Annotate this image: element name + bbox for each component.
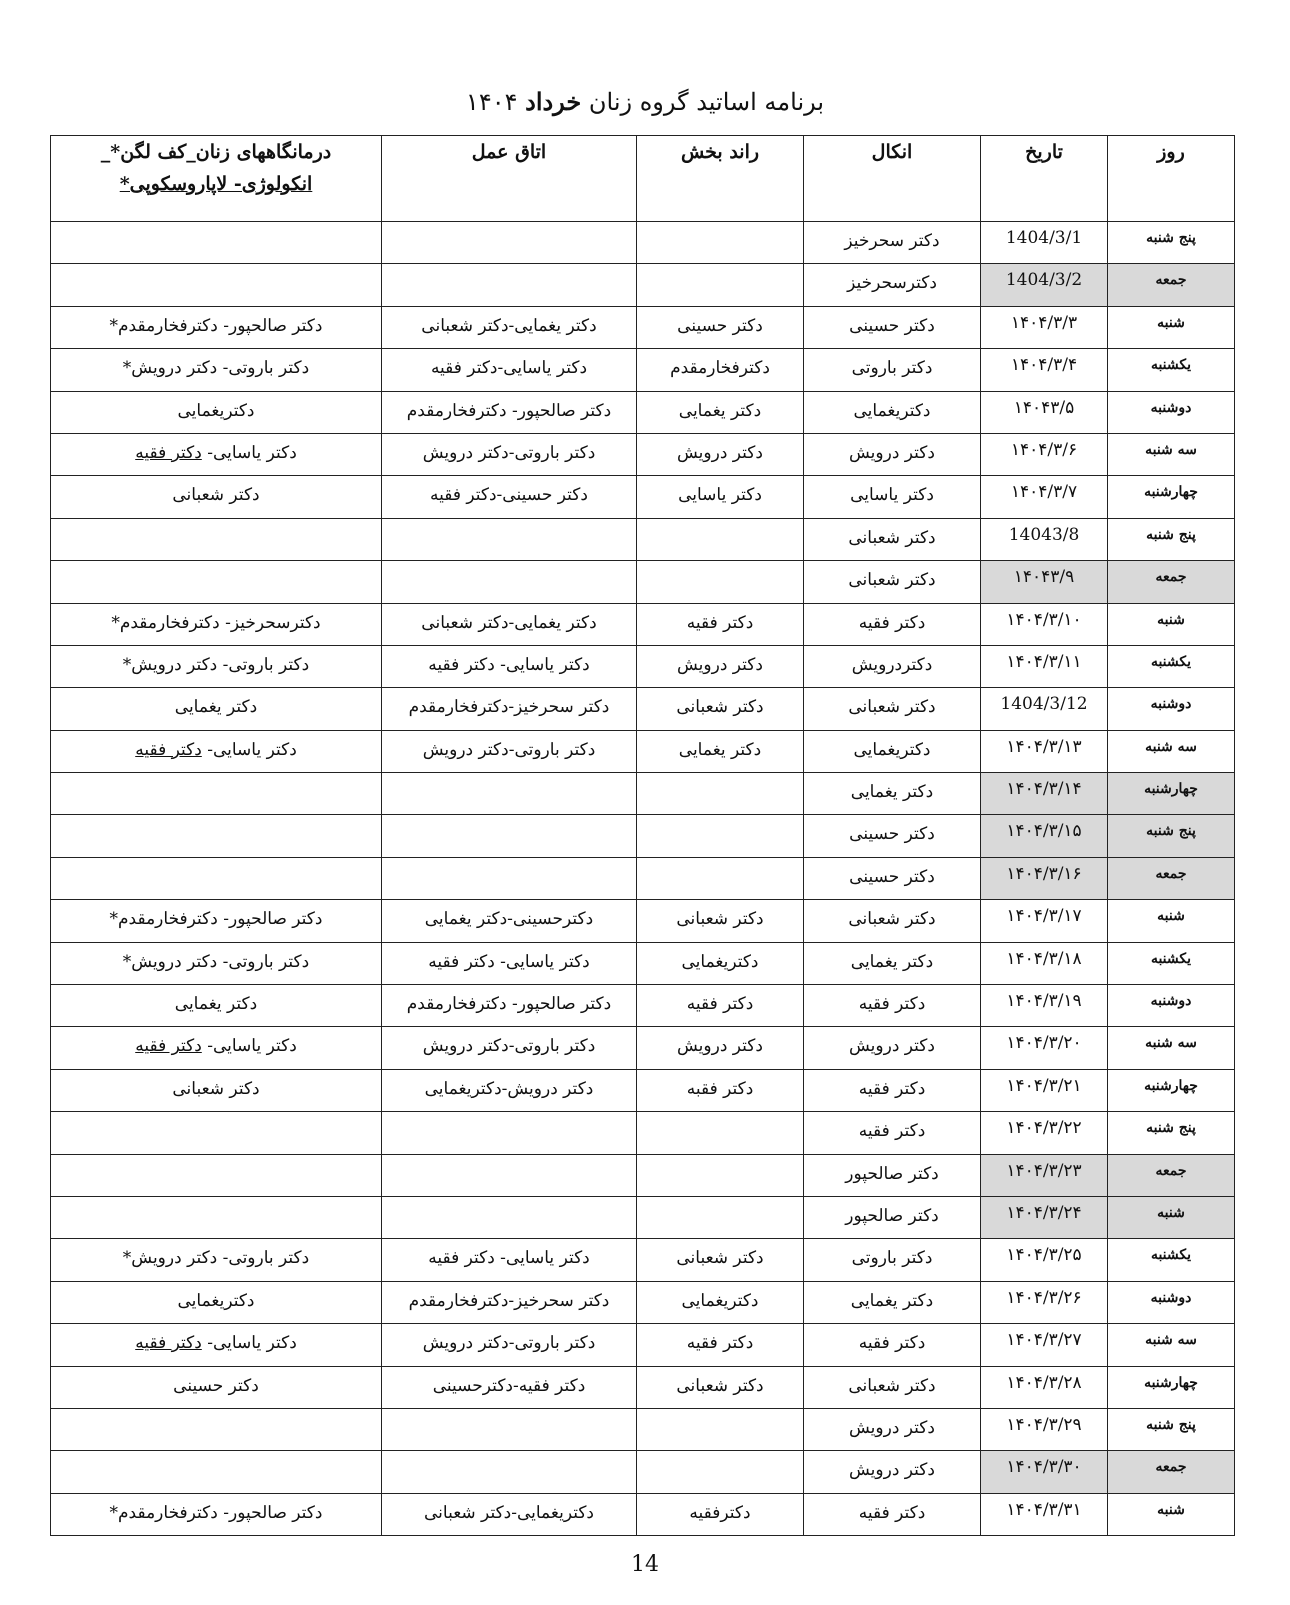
clinic-cell (51, 1027, 382, 1069)
day-cell: دوشنبه (1108, 1281, 1235, 1323)
page-number: 14 (631, 1552, 659, 1577)
date-cell: ۱۴۰۴/۳/۲۶ (981, 1281, 1108, 1323)
table-row (51, 1112, 1235, 1154)
table-row (51, 1069, 1235, 1111)
date-cell: ۱۴۰۴/۳/۲۲ (981, 1112, 1108, 1154)
operating-room-cell: دکتر یغمایی-دکتر شعبانی (382, 306, 637, 348)
ward-round-cell (637, 1154, 804, 1196)
day-cell: چهارشنبه (1108, 1069, 1235, 1111)
day-cell: شنبه (1108, 1493, 1235, 1535)
oncall-cell: دکتر فقیه (804, 1069, 981, 1111)
day-cell: دوشنبه (1108, 985, 1235, 1027)
date-cell: 1404/3/12 (981, 688, 1108, 730)
clinic-underlined-text: دکتر فقیه (135, 442, 202, 463)
ward-round-cell: دکتر یاسایی (637, 476, 804, 518)
oncall-cell: دکتر درویش (804, 1408, 981, 1450)
day-cell: چهارشنبه (1108, 773, 1235, 815)
clinic-cell (51, 518, 382, 560)
clinic-cell (51, 645, 382, 687)
clinic-underlined-text: دکتر فقیه (135, 1333, 202, 1354)
clinic-cell (51, 433, 382, 475)
oncall-cell: دکتر فقیه (804, 1493, 981, 1535)
oncall-cell: دکتردرویش (804, 645, 981, 687)
date-cell: ۱۴۰۴/۳/۱۶ (981, 857, 1108, 899)
day-cell: دوشنبه (1108, 688, 1235, 730)
clinic-cell (51, 1154, 382, 1196)
oncall-cell: دکتر شعبانی (804, 1366, 981, 1408)
date-cell: ۱۴۰۴/۳/۳۰ (981, 1451, 1108, 1493)
date-cell: ۱۴۰۴/۳/۱۰ (981, 603, 1108, 645)
clinic-cell (51, 1324, 382, 1366)
ward-round-cell: دکتر فقیه (637, 1324, 804, 1366)
operating-room-cell: دکتر باروتی-دکتر درویش (382, 433, 637, 475)
ward-round-cell (637, 1112, 804, 1154)
operating-room-cell (382, 1112, 637, 1154)
day-cell: یکشنبه (1108, 942, 1235, 984)
date-cell: ۱۴۰۴/۳/۱۹ (981, 985, 1108, 1027)
table-header-row (51, 136, 1235, 222)
ward-round-cell (637, 1451, 804, 1493)
day-cell: یکشنبه (1108, 349, 1235, 391)
date-cell: ۱۴۰۴/۳/۶ (981, 433, 1108, 475)
clinic-text: دکتر باروتی- دکتر درویش* (122, 951, 310, 972)
oncall-cell: دکتر یغمایی (804, 773, 981, 815)
operating-room-cell: دکتر فقیه-دکترحسینی (382, 1366, 637, 1408)
clinic-cell (51, 264, 382, 306)
table-row (51, 645, 1235, 687)
clinic-text: دکتر یاسایی- (201, 442, 297, 463)
day-cell: پنج شنبه (1108, 1112, 1235, 1154)
clinic-cell (51, 391, 382, 433)
oncall-cell: دکتر فقیه (804, 1324, 981, 1366)
operating-room-cell: دکتر یاسایی- دکتر فقیه (382, 1239, 637, 1281)
clinic-cell (51, 349, 382, 391)
date-cell: ۱۴۰۴/۳/۴ (981, 349, 1108, 391)
clinic-text: دکتریغمایی (177, 1290, 255, 1311)
operating-room-cell (382, 1451, 637, 1493)
clinic-underlined-text: دکتر فقیه (135, 1036, 202, 1057)
operating-room-cell: دکتر حسینی-دکتر فقیه (382, 476, 637, 518)
day-cell: چهارشنبه (1108, 1366, 1235, 1408)
date-cell: ۱۴۰۴/۳/۲۱ (981, 1069, 1108, 1111)
day-cell: پنج شنبه (1108, 518, 1235, 560)
title-prefix: برنامه اساتید گروه زنان (588, 88, 825, 116)
clinic-text: دکتر صالحپور- دکترفخارمقدم* (109, 1502, 323, 1523)
operating-room-cell (382, 222, 637, 264)
table-row (51, 476, 1235, 518)
oncall-cell: دکتر شعبانی (804, 688, 981, 730)
ward-round-cell (637, 518, 804, 560)
clinic-cell (51, 603, 382, 645)
table-row (51, 688, 1235, 730)
date-cell: ۱۴۰۴۳/۵ (981, 391, 1108, 433)
day-cell: پنج شنبه (1108, 815, 1235, 857)
table-row (51, 942, 1235, 984)
table-row (51, 222, 1235, 264)
ward-round-cell (637, 264, 804, 306)
ward-round-cell: دکتر فقیه (637, 603, 804, 645)
date-cell: ۱۴۰۴/۳/۱۳ (981, 730, 1108, 772)
table-row (51, 1027, 1235, 1069)
ward-round-cell: دکتر شعبانی (637, 900, 804, 942)
oncall-cell: دکتر سحرخیز (804, 222, 981, 264)
clinic-text: دکتر باروتی- دکتر درویش* (122, 358, 310, 379)
header-operating-room: اتاق عمل (382, 136, 637, 222)
operating-room-cell: دکترحسینی-دکتر یغمایی (382, 900, 637, 942)
day-cell: سه شنبه (1108, 1324, 1235, 1366)
day-cell: دوشنبه (1108, 391, 1235, 433)
clinic-cell (51, 815, 382, 857)
day-cell: سه شنبه (1108, 433, 1235, 475)
day-cell: سه شنبه (1108, 1027, 1235, 1069)
date-cell: ۱۴۰۴/۳/۲۵ (981, 1239, 1108, 1281)
clinic-cell (51, 942, 382, 984)
clinic-text: دکتر شعبانی (172, 1078, 260, 1099)
table-row (51, 306, 1235, 348)
table-row (51, 1196, 1235, 1238)
clinic-text: دکتر باروتی- دکتر درویش* (122, 1248, 310, 1269)
header-date: تاریخ (981, 136, 1108, 222)
table-row (51, 433, 1235, 475)
ward-round-cell (637, 222, 804, 264)
oncall-cell: دکتریغمایی (804, 730, 981, 772)
operating-room-cell: دکتر درویش-دکتریغمایی (382, 1069, 637, 1111)
table-row (51, 391, 1235, 433)
header-ward-round: راند بخش (637, 136, 804, 222)
date-cell: ۱۴۰۴/۳/۲۸ (981, 1366, 1108, 1408)
oncall-cell: دکتر شعبانی (804, 518, 981, 560)
operating-room-cell (382, 1154, 637, 1196)
date-cell: ۱۴۰۴/۳/۷ (981, 476, 1108, 518)
page-title (0, 84, 1290, 120)
date-cell: ۱۴۰۴/۳/۳ (981, 306, 1108, 348)
clinic-text: دکتر شعبانی (172, 485, 260, 506)
clinic-cell (51, 1408, 382, 1450)
clinic-cell (51, 688, 382, 730)
date-cell: ۱۴۰۴/۳/۲۹ (981, 1408, 1108, 1450)
header-oncall: انکال (804, 136, 981, 222)
clinic-cell (51, 1196, 382, 1238)
operating-room-cell (382, 773, 637, 815)
oncall-cell: دکتر حسینی (804, 857, 981, 899)
day-cell: یکشنبه (1108, 1239, 1235, 1281)
date-cell: ۱۴۰۴/۳/۳۱ (981, 1493, 1108, 1535)
schedule-table (50, 135, 1235, 1536)
day-cell: شنبه (1108, 1196, 1235, 1238)
date-cell: ۱۴۰۴/۳/۲۴ (981, 1196, 1108, 1238)
table-row (51, 1493, 1235, 1535)
table-row (51, 603, 1235, 645)
ward-round-cell (637, 857, 804, 899)
ward-round-cell (637, 1408, 804, 1450)
ward-round-cell: دکترفخارمقدم (637, 349, 804, 391)
ward-round-cell: دکتریغمایی (637, 942, 804, 984)
clinic-text: دکتر حسینی (173, 1375, 259, 1396)
ward-round-cell (637, 815, 804, 857)
title-month: خرداد (525, 87, 582, 116)
header-day: روز (1108, 136, 1235, 222)
oncall-cell: دکتر فقیه (804, 603, 981, 645)
oncall-cell: دکتر باروتی (804, 1239, 981, 1281)
clinic-cell (51, 985, 382, 1027)
date-cell: 1404/3/1 (981, 222, 1108, 264)
table-row (51, 1408, 1235, 1450)
day-cell: جمعه (1108, 561, 1235, 603)
oncall-cell: دکتر شعبانی (804, 900, 981, 942)
clinic-cell (51, 1112, 382, 1154)
oncall-cell: دکتر حسینی (804, 815, 981, 857)
ward-round-cell: دکتر شعبانی (637, 1239, 804, 1281)
table-row (51, 900, 1235, 942)
clinic-cell (51, 1451, 382, 1493)
table-row (51, 985, 1235, 1027)
oncall-cell: دکتر شعبانی (804, 561, 981, 603)
clinic-text: دکتر باروتی- دکتر درویش* (122, 654, 310, 675)
oncall-cell: دکتر فقیه (804, 1112, 981, 1154)
date-cell: ۱۴۰۴/۳/۱۴ (981, 773, 1108, 815)
clinic-cell (51, 222, 382, 264)
schedule-body (51, 222, 1235, 1536)
header-clinics-line1: درمانگاههای زنان_کف لگن*_ (100, 141, 332, 163)
day-cell: پنج شنبه (1108, 1408, 1235, 1450)
date-cell: ۱۴۰۴/۳/۱۵ (981, 815, 1108, 857)
clinic-text: دکتر صالحپور- دکترفخارمقدم* (109, 909, 323, 930)
clinic-text: دکتریغمایی (177, 400, 255, 421)
ward-round-cell (637, 773, 804, 815)
day-cell: شنبه (1108, 306, 1235, 348)
clinic-cell (51, 900, 382, 942)
oncall-cell: دکتر فقیه (804, 985, 981, 1027)
oncall-cell: دکتر یغمایی (804, 1281, 981, 1323)
ward-round-cell: دکتر شعبانی (637, 688, 804, 730)
date-cell: ۱۴۰۴۳/۹ (981, 561, 1108, 603)
operating-room-cell (382, 815, 637, 857)
clinic-text: دکتر صالحپور- دکترفخارمقدم* (109, 315, 323, 336)
operating-room-cell (382, 857, 637, 899)
day-cell: جمعه (1108, 1451, 1235, 1493)
ward-round-cell: دکتریغمایی (637, 1281, 804, 1323)
header-clinics-line2: انکولوژی- لاپاروسکوپی* (119, 173, 313, 195)
table-row (51, 264, 1235, 306)
ward-round-cell: دکتر شعبانی (637, 1366, 804, 1408)
table-row (51, 518, 1235, 560)
oncall-cell: دکترسحرخیز (804, 264, 981, 306)
clinic-text: دکتر یاسایی- (201, 1036, 297, 1057)
ward-round-cell: دکتر یغمایی (637, 391, 804, 433)
operating-room-cell: دکتر باروتی-دکتر درویش (382, 730, 637, 772)
clinic-text: دکتر یاسایی- (201, 739, 297, 760)
operating-room-cell: دکتر باروتی-دکتر درویش (382, 1027, 637, 1069)
date-cell: ۱۴۰۴/۳/۲۷ (981, 1324, 1108, 1366)
oncall-cell: دکتر یغمایی (804, 942, 981, 984)
table-row (51, 1366, 1235, 1408)
day-cell: شنبه (1108, 603, 1235, 645)
day-cell: سه شنبه (1108, 730, 1235, 772)
clinic-cell (51, 1069, 382, 1111)
table-row (51, 857, 1235, 899)
day-cell: چهارشنبه (1108, 476, 1235, 518)
clinic-underlined-text: دکتر فقیه (135, 739, 202, 760)
oncall-cell: دکتر باروتی (804, 349, 981, 391)
operating-room-cell (382, 518, 637, 560)
day-cell: پنج شنبه (1108, 222, 1235, 264)
ward-round-cell (637, 561, 804, 603)
operating-room-cell (382, 1408, 637, 1450)
date-cell: 14043/8 (981, 518, 1108, 560)
operating-room-cell: دکتر صالحپور- دکترفخارمقدم (382, 985, 637, 1027)
table-row (51, 1281, 1235, 1323)
ward-round-cell: دکتر حسینی (637, 306, 804, 348)
date-cell: ۱۴۰۴/۳/۲۰ (981, 1027, 1108, 1069)
date-cell: 1404/3/2 (981, 264, 1108, 306)
clinic-cell (51, 306, 382, 348)
ward-round-cell: دکتر یغمایی (637, 730, 804, 772)
operating-room-cell: دکتریغمایی-دکتر شعبانی (382, 1493, 637, 1535)
table-row (51, 1154, 1235, 1196)
operating-room-cell: دکتر سحرخیز-دکترفخارمقدم (382, 688, 637, 730)
clinic-text: دکترسحرخیز- دکترفخارمقدم* (111, 612, 321, 633)
date-cell: ۱۴۰۴/۳/۱۸ (981, 942, 1108, 984)
oncall-cell: دکتر یاسایی (804, 476, 981, 518)
ward-round-cell: دکترفقیه (637, 1493, 804, 1535)
clinic-cell (51, 1281, 382, 1323)
operating-room-cell: دکتر یاسایی- دکتر فقیه (382, 942, 637, 984)
operating-room-cell: دکتر سحرخیز-دکترفخارمقدم (382, 1281, 637, 1323)
ward-round-cell: دکتر درویش (637, 645, 804, 687)
clinic-cell (51, 730, 382, 772)
clinic-cell (51, 1493, 382, 1535)
clinic-cell (51, 773, 382, 815)
clinic-cell (51, 1366, 382, 1408)
day-cell: جمعه (1108, 857, 1235, 899)
ward-round-cell (637, 1196, 804, 1238)
table-row (51, 773, 1235, 815)
date-cell: ۱۴۰۴/۳/۱۱ (981, 645, 1108, 687)
day-cell: یکشنبه (1108, 645, 1235, 687)
date-cell: ۱۴۰۴/۳/۲۳ (981, 1154, 1108, 1196)
clinic-text: دکتر یاسایی- (201, 1333, 297, 1354)
clinic-cell (51, 857, 382, 899)
operating-room-cell (382, 264, 637, 306)
clinic-cell (51, 561, 382, 603)
oncall-cell: دکتریغمایی (804, 391, 981, 433)
oncall-cell: دکتر صالحپور (804, 1154, 981, 1196)
table-row (51, 730, 1235, 772)
table-row (51, 561, 1235, 603)
ward-round-cell: دکتر درویش (637, 1027, 804, 1069)
ward-round-cell: دکتر درویش (637, 433, 804, 475)
oncall-cell: دکتر حسینی (804, 306, 981, 348)
table-row (51, 349, 1235, 391)
header-clinics (51, 136, 382, 222)
clinic-text: دکتر یغمایی (174, 994, 258, 1015)
table-row (51, 815, 1235, 857)
oncall-cell: دکتر درویش (804, 433, 981, 475)
operating-room-cell: دکتر صالحپور- دکترفخارمقدم (382, 391, 637, 433)
oncall-cell: دکتر درویش (804, 1027, 981, 1069)
operating-room-cell: دکتر یغمایی-دکتر شعبانی (382, 603, 637, 645)
oncall-cell: دکتر صالحپور (804, 1196, 981, 1238)
table-row (51, 1239, 1235, 1281)
operating-room-cell: دکتر یاسایی- دکتر فقیه (382, 645, 637, 687)
clinic-text: دکتر یغمایی (174, 697, 258, 718)
clinic-cell (51, 1239, 382, 1281)
table-row (51, 1451, 1235, 1493)
oncall-cell: دکتر درویش (804, 1451, 981, 1493)
ward-round-cell: دکتر فقیه (637, 985, 804, 1027)
ward-round-cell: دکتر فقبه (637, 1069, 804, 1111)
operating-room-cell: دکتر باروتی-دکتر درویش (382, 1324, 637, 1366)
operating-room-cell: دکتر یاسایی-دکتر فقیه (382, 349, 637, 391)
day-cell: جمعه (1108, 1154, 1235, 1196)
title-year: ۱۴۰۴ (465, 88, 518, 116)
operating-room-cell (382, 561, 637, 603)
table-row (51, 1324, 1235, 1366)
date-cell: ۱۴۰۴/۳/۱۷ (981, 900, 1108, 942)
clinic-cell (51, 476, 382, 518)
operating-room-cell (382, 1196, 637, 1238)
day-cell: شنبه (1108, 900, 1235, 942)
day-cell: جمعه (1108, 264, 1235, 306)
